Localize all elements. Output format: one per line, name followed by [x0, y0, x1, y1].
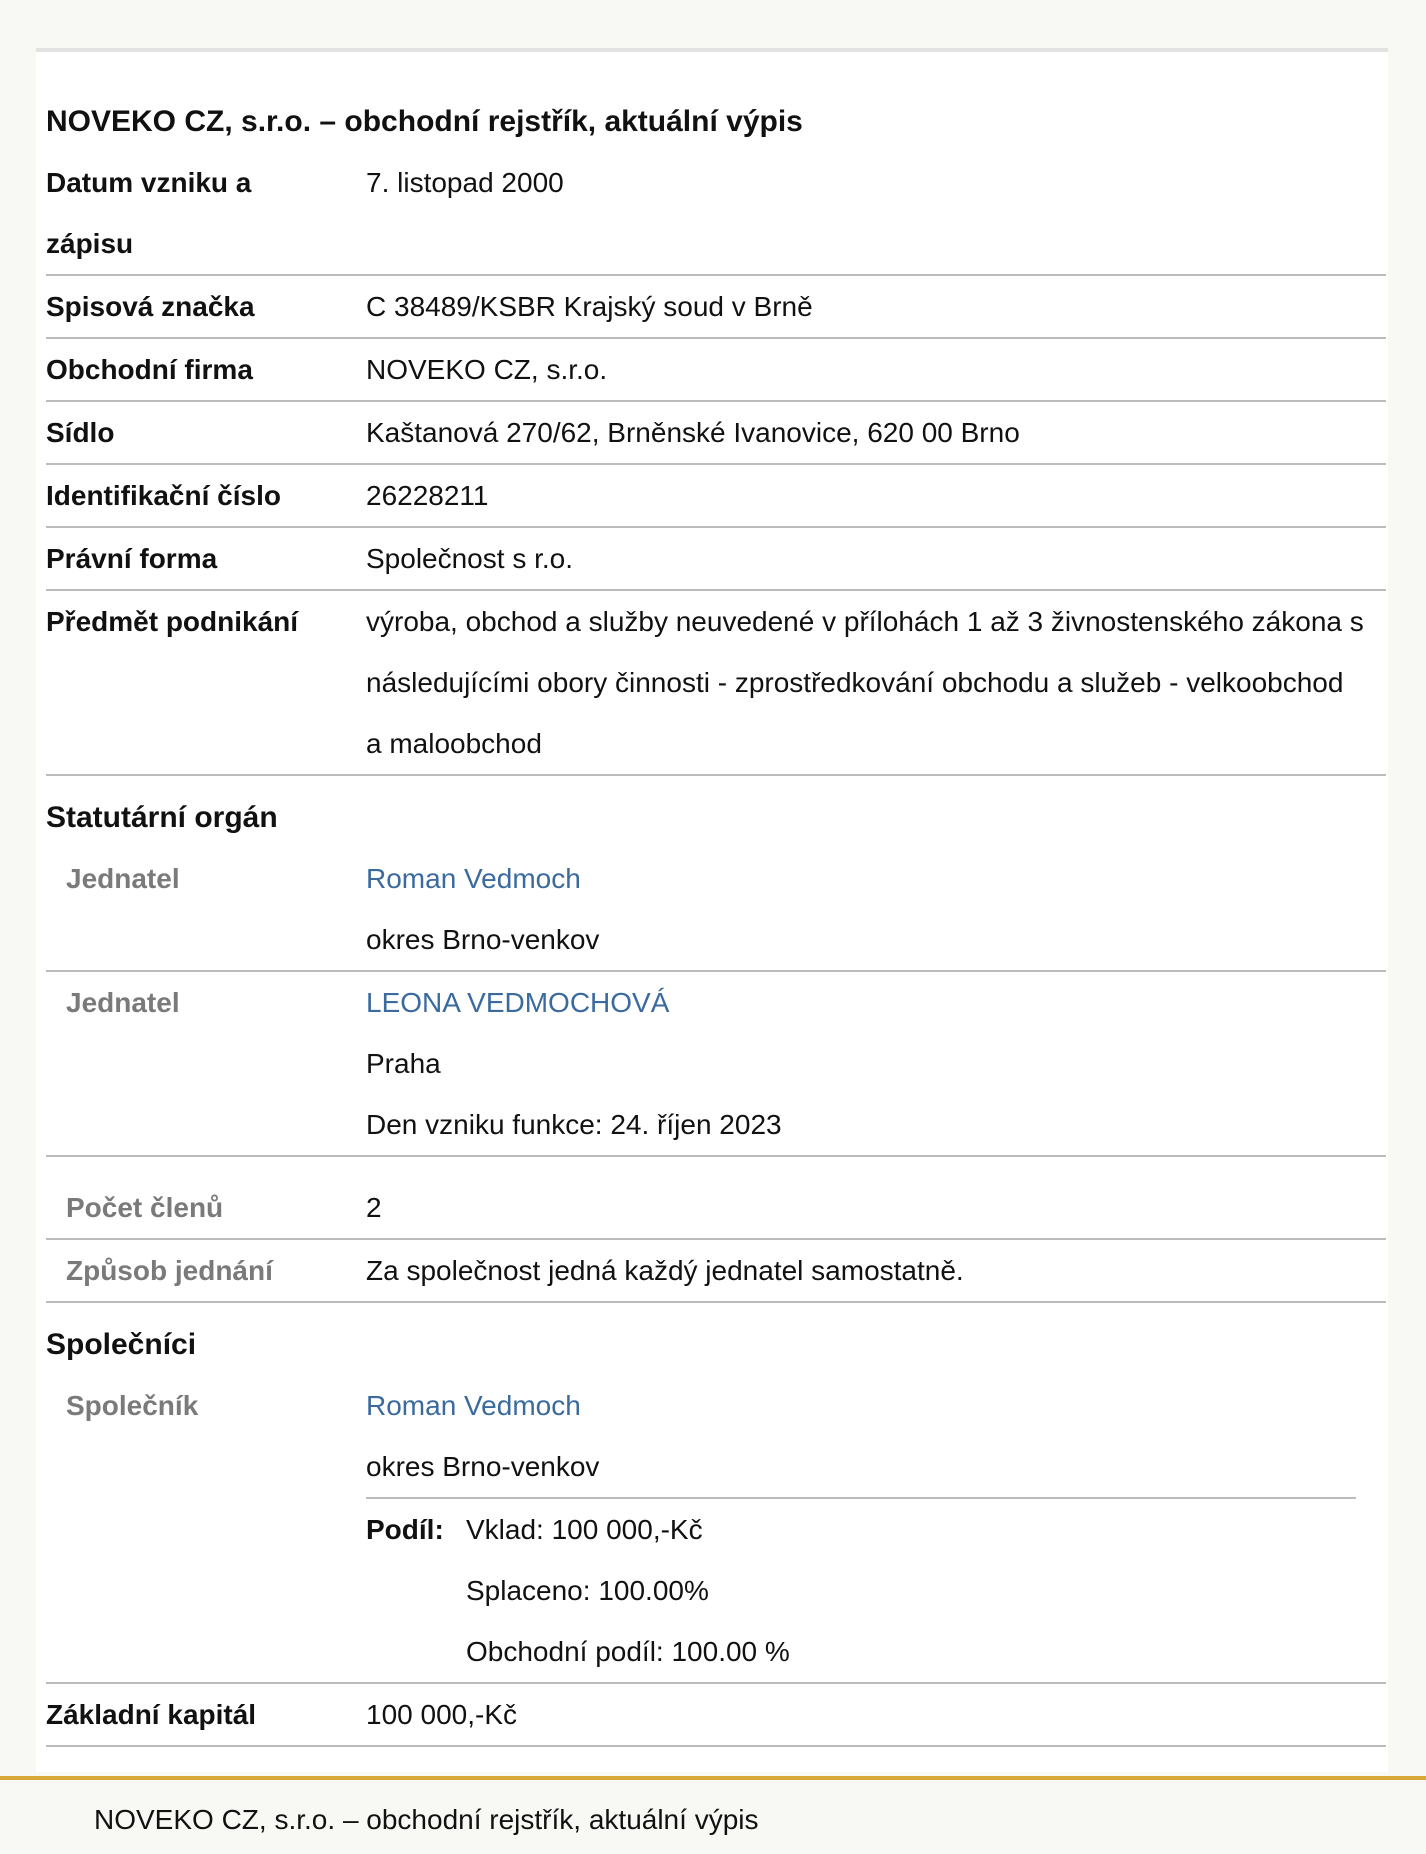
row-label: Právní forma [46, 543, 218, 574]
row-file-number [46, 276, 1386, 339]
member-name-link[interactable]: LEONA VEDMOCHOVÁ [366, 987, 670, 1018]
row-value: 26228211 [366, 480, 489, 511]
share-deposit: Vklad: 100 000,-Kč [466, 1514, 703, 1545]
row-value: výroba, obchod a služby neuvedené v přílohách 1 až 3 živnostenského zákona s následujícími obory činnosti - zprostředkování obchodu a služeb - velkoobchod a maloobchod [366, 606, 1364, 759]
row-company-name [46, 339, 1386, 402]
share-percentage: Obchodní podíl: 100.00 % [466, 1636, 790, 1667]
share-details [466, 1499, 790, 1682]
member-since: Den vzniku funkce: 24. říjen 2023 [366, 1109, 782, 1140]
registry-extract [36, 48, 1388, 1772]
member-place: okres Brno-venkov [366, 924, 600, 955]
row-value: Kaštanová 270/62, Brněnské Ivanovice, 620 00 Brno [366, 417, 1020, 448]
row-label: Počet členů [66, 1192, 224, 1223]
partner-details [366, 1375, 1386, 1682]
row-ico [46, 465, 1386, 528]
row-label: Identifikační číslo [46, 480, 281, 511]
partner-place: okres Brno-venkov [366, 1451, 600, 1482]
footer [0, 1776, 1426, 1854]
row-value: Za společnost jedná každý jednatel samostatně. [366, 1255, 964, 1286]
row-date [46, 152, 1386, 276]
row-label: Obchodní firma [46, 354, 253, 385]
partner [46, 1375, 1386, 1684]
row-value: C 38489/KSBR Krajský soud v Brně [366, 291, 813, 322]
partner-name-link[interactable]: Roman Vedmoch [366, 1390, 581, 1421]
footer-title: NOVEKO CZ, s.r.o. – obchodní rejstřík, aktuální výpis [94, 1804, 759, 1835]
member-details [366, 848, 1386, 970]
row-label: Datum vzniku a zápisu [46, 167, 252, 259]
row-member-count [46, 1157, 1386, 1240]
section-heading-statutory: Statutární orgán [46, 801, 278, 834]
row-acting-method [46, 1240, 1386, 1303]
member-role: Jednatel [66, 987, 180, 1018]
row-value: Společnost s r.o. [366, 543, 574, 574]
section-heading-partners: Společníci [46, 1328, 197, 1361]
row-address [46, 402, 1386, 465]
statutory-member [46, 848, 1386, 972]
partner-role: Společník [66, 1390, 199, 1421]
row-value: 7. listopad 2000 [366, 167, 564, 198]
row-label: Sídlo [46, 417, 115, 448]
member-details [366, 972, 1386, 1155]
member-name-link[interactable]: Roman Vedmoch [366, 863, 581, 894]
content [36, 52, 1386, 1747]
share-label: Podíl: [366, 1514, 444, 1545]
row-label: Předmět podnikání [46, 606, 299, 637]
row-label: Základní kapitál [46, 1699, 257, 1730]
row-capital [46, 1684, 1386, 1747]
statutory-member [46, 972, 1386, 1157]
member-place: Praha [366, 1048, 441, 1079]
row-value: 100 000,-Kč [366, 1699, 517, 1730]
page-title: NOVEKO CZ, s.r.o. – obchodní rejstřík, aktuální výpis [46, 105, 803, 138]
row-value: NOVEKO CZ, s.r.o. [366, 354, 608, 385]
share-paid: Splaceno: 100.00% [466, 1575, 709, 1606]
row-value: 2 [366, 1192, 382, 1223]
row-business-scope [46, 591, 1386, 776]
row-legal-form [46, 528, 1386, 591]
partner-share [366, 1497, 1356, 1682]
row-label: Způsob jednání [66, 1255, 273, 1286]
member-role: Jednatel [66, 863, 180, 894]
row-label: Spisová značka [46, 291, 255, 322]
